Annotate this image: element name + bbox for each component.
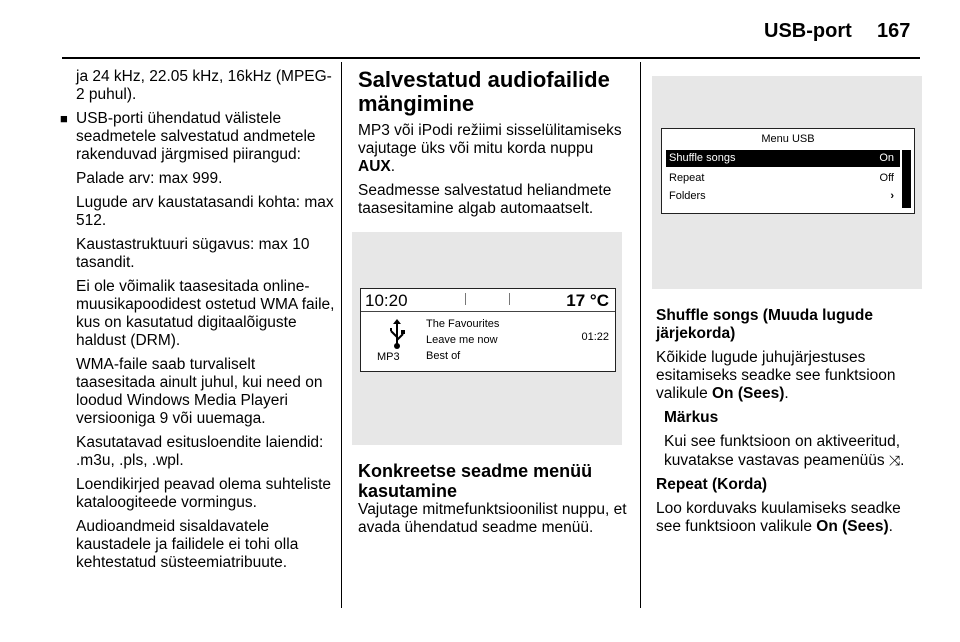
menu-row-repeat[interactable]: Repeat Off xyxy=(669,172,894,184)
shuffle-subheading: Shuffle songs (Muuda lugude järjekorda) xyxy=(656,307,873,342)
header-rule xyxy=(62,57,920,59)
intro-text: ja 24 kHz, 22.05 kHz, 16kHz (MPEG-2 puhul). xyxy=(76,68,332,103)
shuffle-icon: ⤨ xyxy=(888,452,901,468)
shuffle-paragraph: Kõikide lugude juhujärjestuses esitamiseks seadke see funktsioon valikule On (Sees). xyxy=(656,349,896,402)
column-2-lower xyxy=(358,461,628,543)
limit-item: Kaustastruktuuri sügavus: max 10 tasandit. xyxy=(76,236,310,271)
track-line: Best of xyxy=(426,350,461,362)
menu-paragraph: Vajutage mitmefunktsioonilist nuppu, et avada ühendatud seadme menüü. xyxy=(358,501,627,536)
chevron-right-icon: › xyxy=(890,190,894,202)
temperature: 17 °C xyxy=(566,291,609,310)
page-title: USB-port xyxy=(764,20,852,42)
autoplay-paragraph: Seadmesse salvestatud heliandmete taasesitamine algab automaatselt. xyxy=(358,182,612,217)
column-divider xyxy=(341,62,342,608)
audio-screen-figure xyxy=(352,232,622,445)
repeat-paragraph: Loo korduvaks kuulamiseks seadke see funktsioon valikule On (Sees). xyxy=(656,500,901,535)
usb-menu-display xyxy=(661,128,915,214)
menu-row-shuffle[interactable]: Shuffle songs On xyxy=(666,150,900,167)
note-text: Kui see funktsioon on aktiveeritud, kuvatakse vastavas peamenüüs ⤨. xyxy=(664,433,905,469)
limit-item: Kasutatavad esitusloendite laiendid: .m3u, .pls, .wpl. xyxy=(76,434,324,469)
page-header xyxy=(0,0,960,60)
bullet-item xyxy=(60,110,336,164)
clock-time: 10:20 xyxy=(365,291,408,310)
source-label: MP3 xyxy=(377,351,400,363)
column-2 xyxy=(358,68,628,224)
bullet-icon: ■ xyxy=(60,111,68,126)
column-1 xyxy=(60,68,336,578)
column-3 xyxy=(656,307,926,542)
limit-item: Audioandmeid sisaldavatele kaustadele ja failidele ei tohi olla kehtestatud süsteemiatribuute. xyxy=(76,518,299,571)
audio-display xyxy=(360,288,616,372)
bullet-text: USB-porti ühendatud välistele seadmetele salvestatud andmetele rakenduvad järgmised piirangud: xyxy=(76,110,316,163)
menu-row-folders[interactable]: Folders › xyxy=(669,190,894,202)
repeat-subheading: Repeat (Korda) xyxy=(656,476,768,493)
limit-item: Loendikirjed peavad olema suhteliste kataloogiteede vormingus. xyxy=(76,476,332,511)
limit-item: WMA-faile saab turvaliselt taasesitada ainult juhul, kui need on loodud Windows Media Playeri versiooniga 9 või uuemaga. xyxy=(76,356,323,427)
track-line: Leave me now xyxy=(426,334,498,346)
aux-paragraph: MP3 või iPodi režiimi sisselülitamiseks vajutage üks või mitu korda nuppu AUX. xyxy=(358,122,622,175)
limit-item: Ei ole võimalik taasesitada online-muusikapoodidest ostetud WMA faile, kus on kasutatud digitaalõiguste haldust (DRM). xyxy=(76,278,335,349)
limit-item: Lugude arv kaustatasandi kohta: max 512. xyxy=(76,194,334,229)
track-line: The Favourites xyxy=(426,318,500,330)
usb-icon xyxy=(387,319,407,349)
note-box xyxy=(664,409,926,470)
section-heading-2: Konkreetse seadme menüü kasutamine xyxy=(358,461,593,501)
limit-item: Palade arv: max 999. xyxy=(76,170,223,187)
track-time: 01:22 xyxy=(581,331,609,343)
page-number: 167 xyxy=(877,20,911,42)
aux-button-label: AUX xyxy=(358,158,391,175)
note-title: Märkus xyxy=(664,409,719,426)
column-divider xyxy=(640,62,641,608)
usb-menu-figure xyxy=(652,76,922,289)
scrollbar xyxy=(902,150,911,208)
menu-title: Menu USB xyxy=(761,133,815,145)
section-heading: Salvestatud audiofailide mängimine xyxy=(358,67,610,116)
